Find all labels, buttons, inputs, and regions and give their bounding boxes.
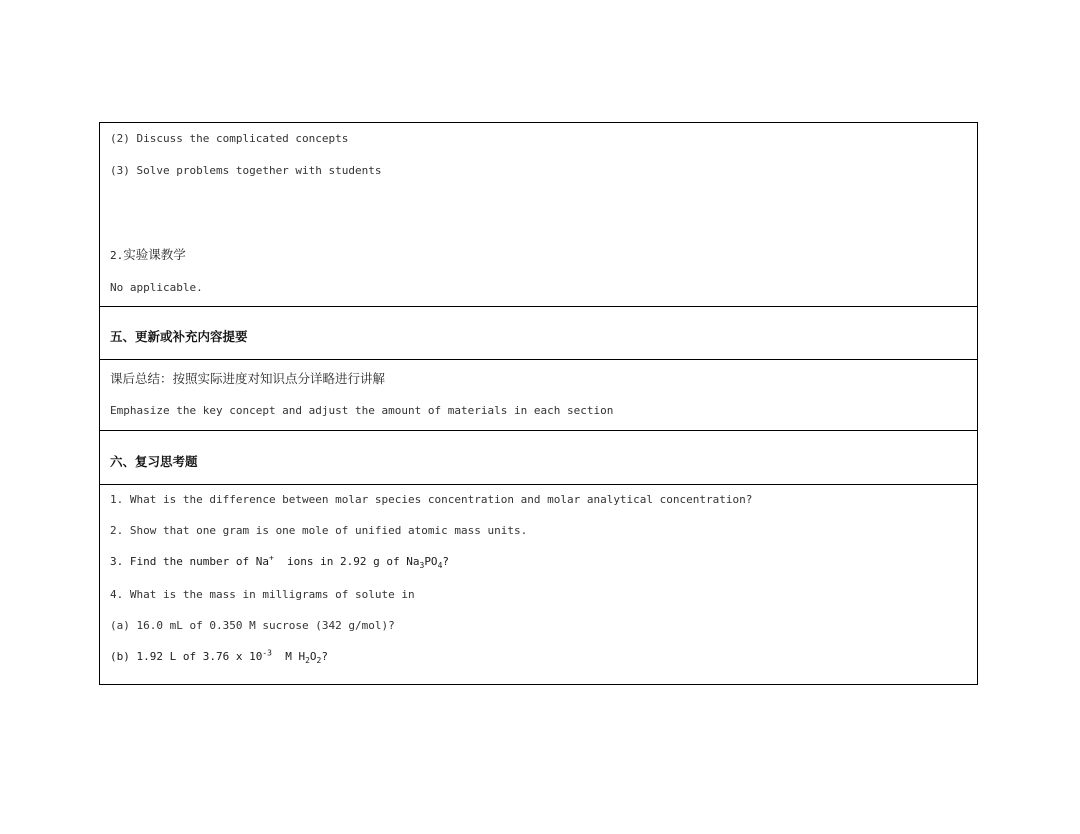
question-4b-part: O bbox=[309, 650, 317, 663]
section-5-body bbox=[100, 360, 977, 431]
question-3 bbox=[110, 554, 449, 570]
question-4b-part: ? bbox=[321, 650, 328, 663]
lab-teaching-title: 实验课教学 bbox=[123, 247, 186, 262]
question-4b-sup: -3 bbox=[262, 648, 272, 658]
question-4: 4. What is the mass in milligrams of solute in bbox=[110, 588, 415, 601]
question-3-sub: 3 bbox=[419, 561, 425, 571]
section-5-summary: 课后总结：按照实际进度对知识点分详略进行讲解 bbox=[110, 371, 386, 386]
question-4b-part: M H bbox=[271, 650, 306, 663]
section-6-header bbox=[100, 431, 977, 485]
question-3-part: 3. Find the number of Na bbox=[110, 555, 269, 568]
section-5-heading: 五、更新或补充内容提要 bbox=[110, 329, 248, 344]
teaching-item-2: (2) Discuss the complicated concepts bbox=[110, 132, 349, 145]
teaching-methods-section bbox=[100, 123, 977, 307]
question-4a: (a) 16.0 mL of 0.350 M sucrose (342 g/mol)? bbox=[110, 619, 395, 632]
question-3-sub: 4 bbox=[437, 561, 443, 571]
content-table bbox=[99, 122, 978, 685]
question-4b-sub: 2 bbox=[305, 656, 310, 666]
question-3-sup: + bbox=[268, 553, 274, 563]
lab-teaching-heading bbox=[110, 247, 186, 264]
question-2: 2. Show that one gram is one mole of unified atomic mass units. bbox=[110, 524, 528, 537]
section-6-heading: 六、复习思考题 bbox=[110, 454, 198, 469]
section-6-body bbox=[100, 485, 977, 684]
section-5-text: Emphasize the key concept and adjust the amount of materials in each section bbox=[110, 404, 614, 417]
question-3-part: PO bbox=[424, 555, 438, 568]
question-3-part: ions in 2.92 g of Na bbox=[273, 555, 420, 568]
lab-teaching-number: 2. bbox=[110, 249, 124, 262]
question-1: 1. What is the difference between molar species concentration and molar analytical concentration? bbox=[110, 493, 753, 506]
teaching-item-3: (3) Solve problems together with students bbox=[110, 164, 382, 177]
question-4b bbox=[110, 649, 328, 665]
lab-teaching-text: No applicable. bbox=[110, 281, 203, 294]
question-3-part: ? bbox=[442, 555, 450, 568]
question-4b-part: (b) 1.92 L of 3.76 x 10 bbox=[110, 650, 263, 663]
question-4b-sub: 2 bbox=[316, 656, 322, 666]
section-5-header bbox=[100, 307, 977, 360]
